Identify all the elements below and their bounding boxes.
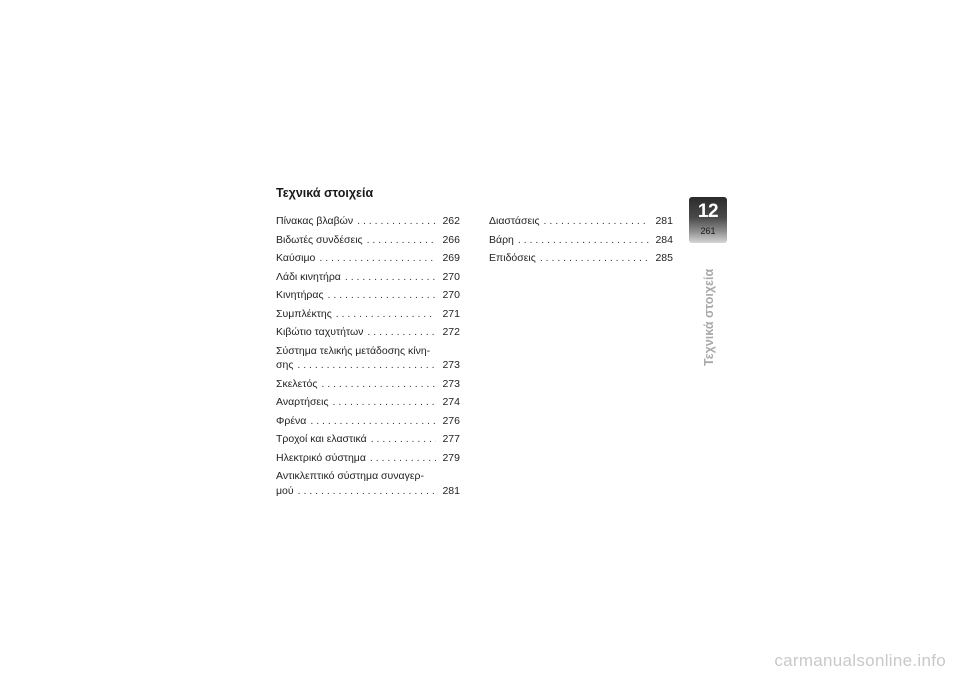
dot-leader (336, 307, 436, 322)
chapter-side-title: Τεχνικά στοιχεία (702, 268, 716, 366)
toc-entry-page: 269 (442, 252, 460, 264)
toc-entry-page: 277 (442, 433, 460, 445)
toc-entry-page: 262 (442, 215, 460, 227)
toc-entry-label: Συμπλέκτης (276, 307, 332, 320)
toc-entry-label: Ηλεκτρικό σύστημα (276, 451, 366, 464)
toc-entry-page: 270 (442, 289, 460, 301)
toc-entry-page: 272 (442, 326, 460, 338)
toc-entry-label: Πίνακας βλαβών (276, 215, 354, 227)
toc-entry-page: 271 (442, 307, 460, 320)
toc-entry-label: Καύσιμο (276, 252, 316, 264)
toc-entry-page: 281 (655, 215, 673, 227)
toc-entry[interactable] (276, 395, 460, 410)
toc-entry[interactable] (276, 325, 460, 340)
dot-leader (298, 484, 436, 499)
toc-entry-page: 270 (442, 270, 460, 283)
toc-entry-page: 273 (442, 359, 460, 371)
toc-entry[interactable] (276, 270, 460, 285)
dot-leader (367, 325, 436, 340)
toc-entry[interactable] (276, 214, 460, 229)
toc-entry-page: 274 (442, 396, 460, 408)
toc-right-column (489, 214, 673, 270)
dot-leader (540, 251, 649, 266)
toc-entry-label: Βάρη (489, 233, 514, 246)
dot-leader (333, 395, 437, 410)
toc-entry-label-line1: Σύστημα τελικής μετάδοσης κίνη- (276, 344, 431, 357)
toc-entry[interactable] (276, 377, 460, 392)
toc-entry-label: Λάδι κινητήρα (276, 270, 341, 283)
dot-leader (297, 358, 436, 373)
toc-entry-label: Κινητήρας (276, 289, 324, 301)
toc-entry-label: Βιδωτές συνδέσεις (276, 233, 363, 246)
dot-leader (544, 214, 649, 229)
dot-leader (321, 377, 436, 392)
toc-entry[interactable] (276, 414, 460, 429)
toc-left-column (276, 214, 460, 502)
toc-entry[interactable] (489, 214, 673, 229)
toc-entry[interactable] (489, 233, 673, 248)
toc-entry[interactable] (276, 288, 460, 303)
toc-entry-label: σης (276, 359, 294, 371)
chapter-number: 12 (697, 201, 719, 222)
toc-entry[interactable] (276, 251, 460, 266)
dot-leader (367, 233, 436, 248)
dot-leader (328, 288, 436, 303)
toc-entry-label: Αναρτήσεις (276, 396, 329, 408)
toc-entry-label: Σκελετός (276, 377, 318, 390)
chapter-tab (689, 197, 727, 243)
dot-leader (518, 233, 649, 248)
toc-entry-page: 266 (442, 233, 460, 246)
toc-entry-label: Επιδόσεις (489, 252, 536, 264)
toc-entry-page: 276 (442, 414, 460, 427)
toc-entry[interactable] (276, 307, 460, 322)
toc-entry-label: Φρένα (276, 414, 307, 427)
toc-entry-page: 285 (655, 252, 673, 264)
toc-entry-page: 273 (442, 377, 460, 390)
toc-entry[interactable] (276, 344, 460, 373)
dot-leader (371, 432, 436, 447)
page-number: 261 (700, 226, 716, 236)
toc-entry-page: 284 (655, 233, 673, 246)
toc-entry-label: Τροχοί και ελαστικά (276, 433, 367, 445)
toc-entry[interactable] (276, 451, 460, 466)
toc-entry-label: Κιβώτιο ταχυτήτων (276, 326, 364, 338)
dot-leader (345, 270, 436, 285)
toc-entry-label: Διαστάσεις (489, 215, 540, 227)
dot-leader (310, 414, 436, 429)
section-title: Τεχνικά στοιχεία (276, 186, 374, 200)
toc-entry[interactable] (276, 233, 460, 248)
dot-leader (319, 251, 436, 266)
toc-entry[interactable] (276, 432, 460, 447)
toc-entry-label: μού (276, 484, 294, 497)
watermark: carmanualsonline.info (774, 651, 946, 670)
toc-entry[interactable] (489, 251, 673, 266)
toc-entry-page: 281 (442, 484, 460, 497)
dot-leader (357, 214, 436, 229)
toc-entry[interactable] (276, 469, 460, 498)
dot-leader (370, 451, 436, 466)
toc-entry-page: 279 (442, 451, 460, 464)
toc-entry-label-line1: Αντικλεπτικό σύστημα συναγερ- (276, 470, 424, 482)
